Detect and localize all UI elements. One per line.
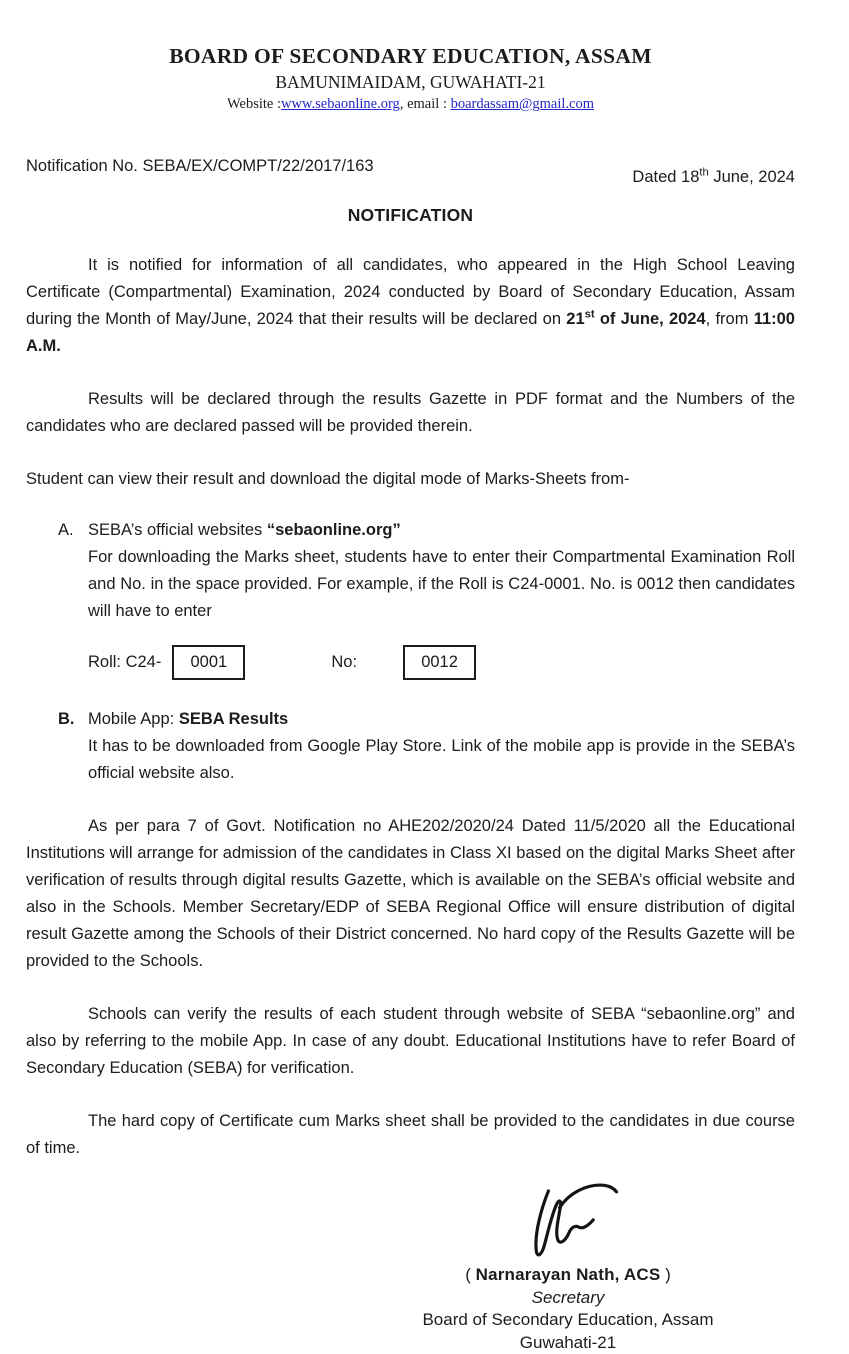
declaration-time: 11:00 A.M. [26, 310, 795, 355]
page-title: NOTIFICATION [26, 205, 795, 226]
dated-text: Dated 18 [632, 168, 699, 186]
list-a-heading: SEBA’s official websites “sebaonline.org” [88, 517, 795, 544]
list-item-b [58, 706, 795, 787]
list-a-body: For downloading the Marks sheet, students have to enter their Compartmental Examination Roll and No. in the space provided. For example, if the Roll is C24-0001. No. is 0012 then candidates will have to enter [88, 544, 795, 625]
dated-line [632, 168, 795, 187]
paragraph-schools-verify: Schools can verify the results of each student through website of SEBA “sebaonline.org” and also by referring to the mobile App. In case of any doubt. Educational Institutions have to refer Board of Secondary Education (SEBA) for verification. [26, 1001, 795, 1082]
declaration-date: 21st of June, 2024 [566, 310, 705, 328]
notification-meta-row [26, 157, 795, 176]
roll-no-example-row [88, 642, 795, 682]
signature-mark [400, 1176, 736, 1260]
dated-rest: June, 2024 [709, 168, 795, 186]
org-address: BAMUNIMAIDAM, GUWAHATI-21 [26, 72, 795, 93]
list-content-b [88, 706, 795, 787]
website-link[interactable]: www.sebaonline.org [281, 96, 400, 112]
no-value-box [403, 645, 476, 680]
no-label: No: [331, 649, 357, 676]
paragraph-declaration: It is notified for information of all candidates, who appeared in the High School Leaving Certificate (Compartmental) Examination, 2024 conducted by Board of Secondary Education, Assam during the Month of May/June, 2024 that their results will be declared on 21st of June, 2024, from 11:00 A.M. [26, 252, 795, 360]
list-item-a [58, 517, 795, 682]
list-b-body: It has to be downloaded from Google Play Store. Link of the mobile app is provide in the SEBA’s official website also. [88, 733, 795, 787]
mobile-app-name: SEBA Results [179, 710, 288, 728]
list-marker-b: B. [58, 706, 88, 787]
list-content-a [88, 517, 795, 682]
no-value: 0012 [421, 649, 458, 676]
org-contact-line [26, 96, 795, 113]
paragraph-govt-notification: As per para 7 of Govt. Notification no AHE202/2020/24 Dated 11/5/2020 all the Educational Institutions will arrange for admission of the candidates in Class XI based on the digital Marks Sheet after verification of results through digital results Gazette, which is available on the SEBA’s official website and also in the Schools. Member Secretary/EDP of SEBA Regional Office will ensure distribution of digital result Gazette among the Schools of their District concerned. No hard copy of the Results Gazette will be provided to the Schools. [26, 813, 795, 975]
signature-icon [504, 1176, 632, 1260]
email-link[interactable]: boardassam@gmail.com [451, 96, 594, 112]
org-name: BOARD OF SECONDARY EDUCATION, ASSAM [26, 44, 795, 69]
list-b-heading: Mobile App: SEBA Results [88, 706, 795, 733]
paragraph-gazette: Results will be declared through the results Gazette in PDF format and the Numbers of the candidates who are declared passed will be provided therein. [26, 386, 795, 440]
roll-value: 0001 [191, 649, 228, 676]
official-website-name: “sebaonline.org” [267, 521, 401, 539]
list-marker-a: A. [58, 517, 88, 682]
roll-label: Roll: C24- [88, 649, 161, 676]
roll-value-box [172, 645, 245, 680]
notification-number: Notification No. SEBA/EX/COMPT/22/2017/163 [26, 157, 374, 176]
contact-separator: , email : [400, 96, 451, 112]
letterhead [26, 44, 795, 113]
website-label: Website : [227, 96, 281, 112]
signature-block [400, 1176, 736, 1354]
paragraph-sources-intro: Student can view their result and download the digital mode of Marks-Sheets from- [26, 466, 795, 493]
signatory-place: Guwahati-21 [400, 1332, 736, 1354]
dated-ordinal: th [699, 167, 708, 179]
signatory-org: Board of Secondary Education, Assam [400, 1309, 736, 1332]
paragraph-declaration-text: It is notified for information of all candidates, who appeared in the High School Leaving Certificate (Compartmental) Examination, 2024 conducted by Board of Secondary Education, Assam during the Month of May/June, 2024 that their results will be declared on [26, 256, 795, 328]
signatory-name-line: ( Narnarayan Nath, ACS ) [400, 1264, 736, 1287]
paragraph-hard-copy: The hard copy of Certificate cum Marks sheet shall be provided to the candidates in due course of time. [26, 1108, 795, 1162]
signatory-role: Secretary [400, 1287, 736, 1310]
signatory-name: Narnarayan Nath, ACS [476, 1265, 661, 1284]
